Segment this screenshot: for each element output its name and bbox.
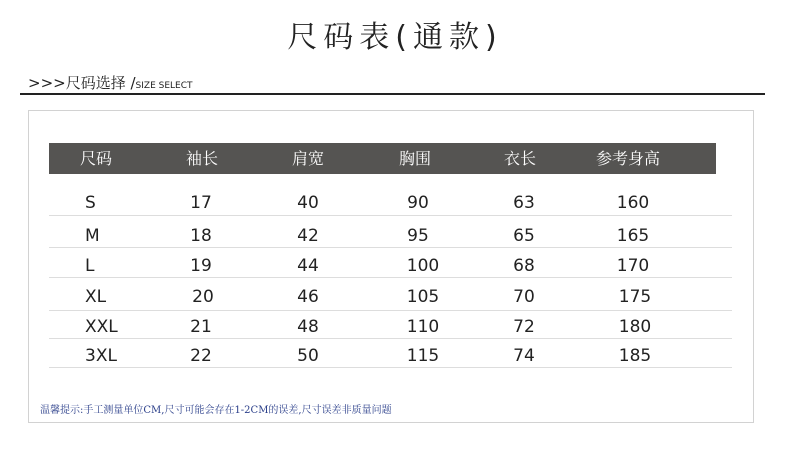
page-title: 尺码表(通款) [287, 20, 503, 55]
table-cell: 70 [513, 287, 535, 307]
table-cell: 44 [297, 256, 319, 276]
table-cell: 95 [407, 226, 429, 246]
table-cell: 74 [513, 346, 535, 366]
table-cell: 165 [616, 226, 650, 246]
header-divider [20, 93, 765, 95]
table-cell: 90 [407, 193, 429, 213]
column-header-length: 衣长 [503, 149, 537, 168]
section-sub-label: SIZE SELECT [135, 81, 193, 91]
table-row [49, 188, 732, 218]
table-cell: 170 [616, 256, 650, 276]
table-cell: 46 [297, 287, 319, 307]
table-cell-size: L [85, 256, 95, 276]
table-cell: 185 [618, 346, 652, 366]
column-header-shoulder: 肩宽 [291, 149, 325, 168]
row-divider [49, 338, 732, 339]
table-cell: 19 [190, 256, 212, 276]
table-cell: 42 [297, 226, 319, 246]
table-cell-size: M [85, 226, 100, 246]
measurement-note: 温馨提示:手工测量单位CM,尺寸可能会存在1-2CM的误差,尺寸误差非质量问题 [40, 405, 392, 416]
table-cell: 110 [406, 317, 440, 337]
section-header [28, 72, 193, 93]
table-cell: 115 [406, 346, 440, 366]
table-cell: 72 [513, 317, 535, 337]
table-cell: 160 [616, 193, 650, 213]
table-cell: 65 [513, 226, 535, 246]
table-cell: 18 [190, 226, 212, 246]
size-table-header [49, 143, 716, 174]
table-cell-size: 3XL [85, 346, 117, 366]
table-cell: 48 [297, 317, 319, 337]
column-header-height: 参考身高 [595, 149, 661, 168]
table-cell: 63 [513, 193, 535, 213]
section-label: >>>尺码选择 / [28, 74, 136, 92]
table-cell: 22 [190, 346, 212, 366]
row-divider [49, 310, 732, 311]
table-cell: 180 [618, 317, 652, 337]
row-divider [49, 247, 732, 248]
table-cell: 17 [190, 193, 212, 213]
column-header-size: 尺码 [79, 149, 113, 168]
table-cell: 105 [406, 287, 440, 307]
table-cell: 40 [297, 193, 319, 213]
table-cell-size: XXL [85, 317, 118, 337]
table-row [49, 282, 732, 312]
table-cell: 100 [406, 256, 440, 276]
table-cell-size: XL [85, 287, 107, 307]
column-header-chest: 胸围 [398, 149, 432, 168]
table-cell: 175 [618, 287, 652, 307]
table-cell-size: S [85, 193, 96, 213]
table-cell: 20 [192, 287, 214, 307]
row-divider [49, 367, 732, 368]
table-cell: 21 [190, 317, 212, 337]
table-cell: 50 [297, 346, 319, 366]
row-divider [49, 215, 732, 216]
table-cell: 68 [513, 256, 535, 276]
column-header-sleeve: 袖长 [185, 149, 219, 168]
row-divider [49, 277, 732, 278]
